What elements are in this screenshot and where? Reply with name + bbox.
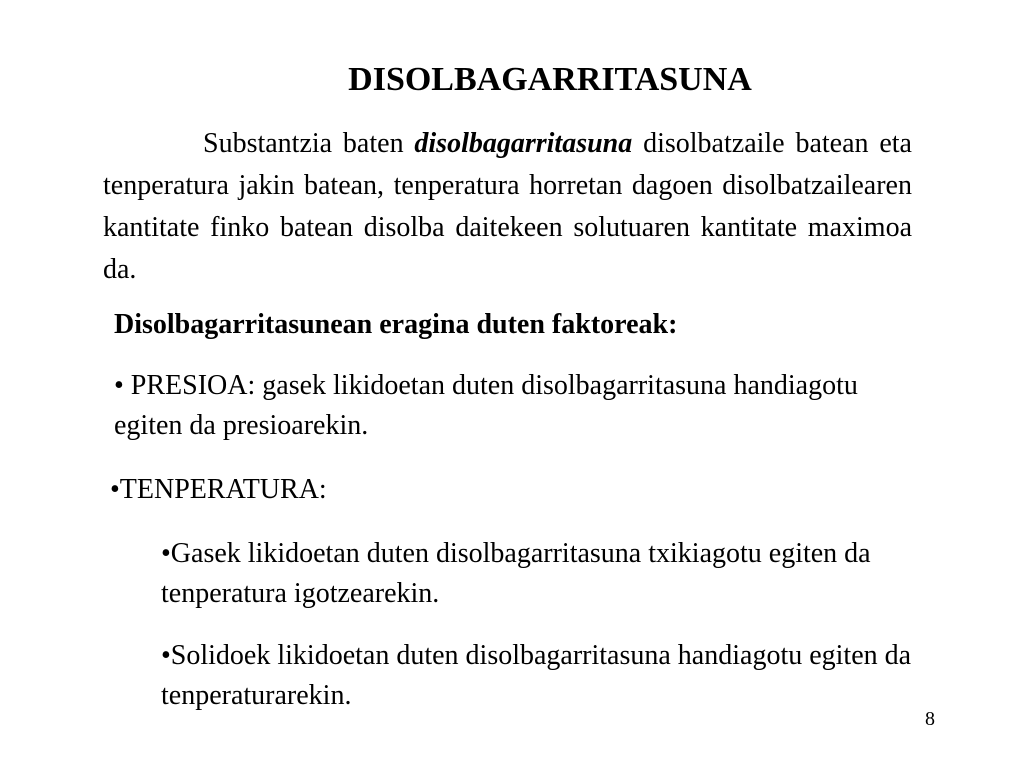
- pressure-bullet: • PRESIOA: gasek likidoetan duten disolbagarritasuna handiagotu egiten da presioarekin.: [114, 370, 858, 441]
- temperature-subitem-solids: •Solidoek likidoetan duten disolbagarritasuna handiagotu egiten da tenperaturarekin.: [161, 640, 912, 711]
- temperature-subitem-gases: •Gasek likidoetan duten disolbagarritasuna txikiagotu egiten da tenperatura igotzearekin.: [161, 538, 871, 609]
- factors-heading: Disolbagarritasunean eragina duten faktoreak:: [114, 309, 678, 340]
- intro-text-start: Substantzia baten: [203, 128, 415, 159]
- temperature-bullet: •TENPERATURA:: [110, 474, 327, 505]
- intro-text-end: disolbatzaile batean eta tenperatura jakin batean, tenperatura horretan dagoen disolbatzailearen kantitate finko batean disolba daitekeen solutuaren kantitate maximoa da.: [103, 128, 912, 285]
- intro-paragraph: [103, 123, 912, 291]
- page-number: 8: [925, 708, 935, 730]
- slide-title: DISOLBAGARRITASUNA: [348, 61, 752, 98]
- intro-emphasis: disolbagarritasuna: [414, 128, 633, 159]
